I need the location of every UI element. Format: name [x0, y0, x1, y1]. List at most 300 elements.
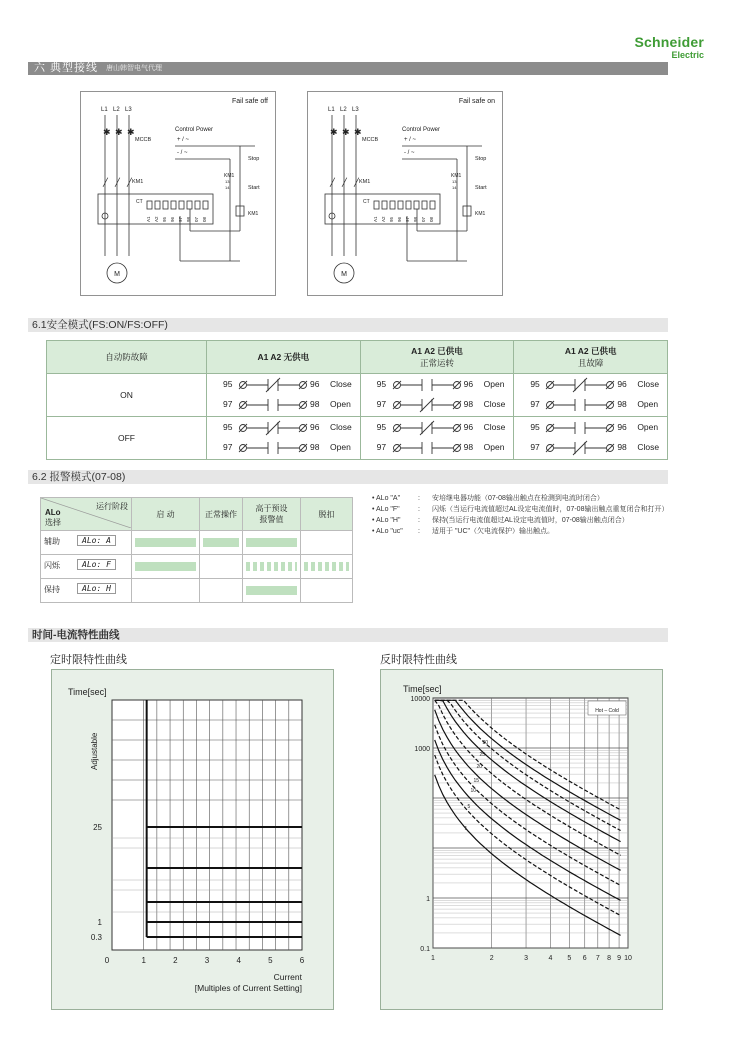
col-above-a: 高于预设 — [255, 504, 288, 513]
terminal-label: 98 — [413, 216, 418, 222]
terminal — [406, 201, 411, 209]
terminal-slash — [393, 401, 401, 409]
contact-line — [362, 375, 513, 395]
contact-line — [208, 395, 359, 415]
fail-safe-table — [46, 340, 668, 460]
terminal — [147, 201, 152, 209]
contact-state: Close — [637, 379, 660, 389]
alarm-state-cell — [243, 579, 301, 603]
terminal-slash — [239, 401, 247, 409]
alarm-state-cell — [132, 579, 200, 603]
corner-alo-label: ALo — [45, 508, 61, 517]
section-subtitle: 唐山韩智电气代理 — [106, 65, 162, 72]
brand-logo — [635, 35, 705, 60]
fs-row-off — [47, 417, 668, 460]
breaker-contact: ✱ — [354, 127, 362, 137]
terminal — [171, 201, 176, 209]
contact-line — [208, 438, 359, 458]
terminal-a: 95 — [530, 379, 540, 389]
terminal-a: 95 — [530, 422, 540, 432]
corner-select-label: 选择 — [45, 518, 61, 527]
contact-line — [208, 375, 359, 395]
contact-state: Open — [637, 422, 659, 432]
x-tick-label: 1 — [431, 955, 435, 962]
alarm-state-cell — [301, 579, 353, 603]
note-key: • ALo "A" — [372, 495, 401, 502]
alarm-state-cell — [301, 531, 353, 555]
section-header-bar — [28, 62, 668, 75]
definite-curve-title: 定时限特性曲线 — [50, 654, 127, 666]
terminal-slash — [239, 424, 247, 432]
contactor-contact: ╱ — [103, 178, 108, 187]
alarm-state-cell — [243, 555, 301, 579]
contact-state: Close — [330, 422, 352, 432]
terminal-slash — [453, 424, 461, 432]
note-colon: : — [418, 517, 420, 524]
terminal-a: 97 — [223, 399, 233, 409]
contactor-contact: ╱ — [342, 178, 347, 187]
curve-label: 1 — [464, 826, 468, 832]
col-normal: 正常操作 — [200, 498, 243, 531]
phase-label: L2 — [113, 107, 120, 113]
fs-section-bar — [28, 318, 668, 332]
contact-line — [362, 395, 513, 415]
curve-section-bar — [28, 628, 668, 642]
phase-label: L1 — [101, 107, 108, 113]
alarm-row-cell — [41, 579, 132, 603]
terminal-label: 95 — [389, 216, 394, 222]
contactor-contact: ╱ — [354, 178, 359, 187]
terminal-slash — [239, 444, 247, 452]
fs-header-powered-b: 正常运转 — [419, 358, 454, 368]
x-tick-label: 7 — [595, 955, 600, 962]
y-axis-label: Time[sec] — [403, 684, 442, 694]
terminal-label: A2 — [154, 216, 159, 222]
col-trip: 脱扣 — [301, 498, 353, 531]
breaker-contact: ✱ — [342, 127, 350, 137]
alarm-section-title: 6.2 报警模式(07-08) — [32, 471, 126, 483]
curve-label: 15 — [473, 778, 480, 784]
contact-symbol — [392, 377, 462, 393]
terminal-label: 95 — [162, 216, 167, 222]
brand-name: Schneider — [634, 34, 704, 50]
terminal-label: 97 — [405, 216, 410, 222]
terminal-slash — [606, 424, 614, 432]
terminal-slash — [299, 381, 307, 389]
terminal — [382, 201, 387, 209]
terminal-a: 95 — [223, 379, 233, 389]
x-axis-label-2: [Multiples of Current Setting] — [194, 983, 302, 993]
km1-coil-label: KM1 — [248, 211, 259, 217]
curve-label: 25 — [479, 752, 486, 758]
output-on-bar — [135, 538, 196, 547]
alarm-row-cell — [41, 531, 132, 555]
note-value: 闪烁（当运行电流值超过AL设定电流值时，07-08输出触点重复闭合和打开） — [432, 506, 669, 513]
fs-header-fault-b: 且故障 — [577, 358, 604, 368]
terminal-b: 98 — [463, 442, 474, 452]
x-tick-label: 5 — [567, 955, 572, 962]
start-label: Start — [475, 185, 487, 191]
terminal-slash — [546, 424, 554, 432]
plot-area — [433, 698, 628, 948]
x-tick-label: 3 — [204, 956, 210, 965]
fs-row-label: ON — [47, 374, 207, 417]
control-power-label: Control Power — [402, 127, 441, 133]
phase-label: L3 — [352, 107, 359, 113]
alarm-note — [372, 515, 668, 526]
note-key: • ALo "H" — [372, 517, 401, 524]
note-colon: : — [418, 495, 420, 502]
terminal-label: 07 — [194, 216, 199, 222]
fs-section-title: 6.1安全模式(FS:ON/FS:OFF) — [32, 319, 168, 331]
fs-header-fault-a: A1 A2 已供电 — [564, 346, 617, 356]
mccb-label: MCCB — [362, 137, 379, 143]
x-tick-label: 2 — [489, 955, 494, 962]
terminal-slash — [546, 381, 554, 389]
terminal-b: 98 — [617, 442, 627, 452]
note-value: 保持(当运行电流值超过AL设定电流值时，07-08输出触点闭合） — [432, 517, 629, 524]
stop-label: Stop — [475, 156, 487, 162]
contact-cell — [360, 417, 514, 460]
plot-area — [112, 700, 302, 950]
alarm-state-cell — [200, 531, 243, 555]
t14-label: 14 — [452, 185, 457, 190]
contact-line — [515, 395, 666, 415]
contact-line — [362, 438, 513, 458]
fs-row-label: OFF — [47, 417, 207, 460]
contact-state: Open — [330, 399, 351, 409]
km1-label: KM1 — [132, 179, 144, 185]
terminal-label: 97 — [178, 216, 183, 222]
note-colon: : — [418, 528, 420, 535]
note-value: 适用于 "UC"（欠电流保护）输出触点。 — [432, 528, 555, 535]
contact-symbol — [392, 440, 462, 456]
breaker-contact: ✱ — [330, 127, 338, 137]
terminal-b: 98 — [310, 442, 320, 452]
terminal — [414, 201, 419, 209]
curve-label: 20 — [476, 764, 483, 770]
breaker-contact: ✱ — [103, 127, 111, 137]
terminal-b: 96 — [617, 379, 627, 389]
breaker-contact: ✱ — [115, 127, 123, 137]
terminal-b: 98 — [310, 399, 320, 409]
polarity-label: + / ~ — [177, 137, 190, 143]
contact-symbol — [238, 440, 308, 456]
contact-line — [515, 438, 666, 458]
contact-state: Open — [483, 379, 505, 389]
contact-line — [362, 418, 513, 438]
y-tick-label: 25 — [93, 823, 102, 832]
km1-aux-label: KM1 — [451, 173, 462, 179]
inverse-time-chart — [380, 669, 663, 1010]
terminal-b: 96 — [463, 422, 474, 432]
output-on-bar — [246, 586, 297, 595]
curve-label: 10 — [470, 788, 477, 794]
contact-state: Open — [483, 442, 505, 452]
phase-label: L2 — [340, 107, 347, 113]
y-axis-label: Time[sec] — [68, 687, 107, 697]
alarm-state-cell — [200, 555, 243, 579]
alarm-corner — [41, 498, 132, 531]
ct-label: CT — [136, 199, 143, 205]
contact-cell — [207, 374, 361, 417]
terminal-b: 96 — [617, 422, 627, 432]
breaker-contact: ✱ — [127, 127, 135, 137]
alarm-row-aux — [41, 531, 353, 555]
terminal-label: 96 — [397, 216, 402, 222]
note-colon: : — [418, 506, 420, 513]
terminal-slash — [393, 424, 401, 432]
terminal-slash — [546, 444, 554, 452]
contact-symbol — [238, 397, 308, 413]
terminal-slash — [299, 401, 307, 409]
alarm-state-cell — [301, 555, 353, 579]
alarm-row-label: 保持 — [44, 585, 60, 594]
terminal-a: 97 — [530, 399, 540, 409]
alarm-row-label: 闪烁 — [44, 561, 60, 570]
output-on-bar — [135, 562, 196, 571]
terminal-a: 97 — [223, 442, 233, 452]
terminal-slash — [546, 401, 554, 409]
t13-label: 13 — [452, 179, 457, 184]
brand-sub: Electric — [671, 50, 704, 60]
alarm-table — [40, 497, 353, 603]
terminal-slash — [453, 444, 461, 452]
contact-state: Close — [637, 442, 660, 452]
y-tick-label: 1 — [426, 896, 430, 903]
alarm-row-cell — [41, 555, 132, 579]
y-tick-label: 1000 — [414, 746, 430, 753]
alarm-state-cell — [243, 531, 301, 555]
contactor-contact: ╱ — [115, 178, 120, 187]
curve-label: 5 — [467, 804, 471, 810]
col-above-b: 报警值 — [259, 515, 284, 524]
wiring-frame — [81, 92, 276, 296]
wiring-diagram-fail-safe-on — [307, 91, 503, 296]
wiring-svg — [307, 91, 503, 296]
contact-symbol — [392, 420, 462, 436]
terminal-slash — [606, 381, 614, 389]
x-tick-label: 0 — [104, 956, 110, 965]
fs-header-powered-a: A1 A2 已供电 — [411, 346, 463, 356]
terminal — [398, 201, 403, 209]
terminal — [155, 201, 160, 209]
terminal — [422, 201, 427, 209]
terminal-label: 98 — [186, 216, 191, 222]
contact-line — [515, 375, 666, 395]
contact-symbol — [392, 397, 462, 413]
alarm-notes — [372, 493, 668, 537]
alarm-note — [372, 493, 668, 504]
alarm-row-label: 辅助 — [44, 537, 60, 546]
y-tick-label: 0.3 — [90, 933, 102, 942]
x-tick-label: 4 — [236, 956, 241, 965]
t14-label: 14 — [225, 185, 230, 190]
terminal — [430, 201, 435, 209]
terminal-b: 98 — [617, 399, 627, 409]
fail-safe-label: Fail safe off — [231, 98, 268, 105]
x-tick-label: 4 — [548, 955, 553, 962]
km1-label: KM1 — [359, 179, 371, 185]
alarm-state-cell — [132, 531, 200, 555]
contact-symbol — [238, 420, 308, 436]
terminal-label: A1 — [146, 216, 151, 222]
alarm-code-display: ALo: A — [77, 535, 116, 546]
terminal-label: 96 — [170, 216, 175, 222]
curve-section-title: 时间-电流特性曲线 — [32, 629, 120, 641]
terminal-label: 08 — [429, 216, 434, 222]
fs-row-on — [47, 374, 668, 417]
terminal — [187, 201, 192, 209]
curve-label: 30 — [482, 740, 489, 746]
contact-cell — [514, 417, 668, 460]
alarm-note — [372, 504, 668, 515]
x-tick-label: 6 — [582, 955, 587, 962]
inverse-curve-title: 反时限特性曲线 — [380, 654, 457, 666]
contact-symbol — [545, 397, 615, 413]
terminal-a: 95 — [223, 422, 233, 432]
contact-symbol — [238, 377, 308, 393]
terminal — [179, 201, 184, 209]
terminal — [195, 201, 200, 209]
output-flash-bar — [246, 562, 297, 571]
fs-header-powered — [360, 341, 514, 374]
terminal-b: 96 — [310, 379, 320, 389]
col-start: 启 动 — [132, 498, 200, 531]
definite-time-chart — [51, 669, 334, 1010]
terminal-slash — [606, 444, 614, 452]
contact-line — [515, 418, 666, 438]
output-flash-bar — [304, 562, 349, 571]
contact-state: Open — [330, 442, 351, 452]
contact-line — [208, 418, 359, 438]
start-label: Start — [248, 185, 260, 191]
ct-label: CT — [363, 199, 370, 205]
negative-label: - / ~ — [404, 150, 415, 156]
motor-label: M — [341, 271, 347, 278]
t13-label: 13 — [225, 179, 230, 184]
terminal-a: 97 — [376, 442, 387, 452]
contact-cell — [360, 374, 514, 417]
alarm-state-cell — [200, 579, 243, 603]
terminal-slash — [393, 381, 401, 389]
contact-cell — [514, 374, 668, 417]
wiring-frame — [308, 92, 503, 296]
contact-symbol — [545, 420, 615, 436]
terminal-slash — [453, 381, 461, 389]
phase-label: L1 — [328, 107, 335, 113]
mccb-label: MCCB — [135, 137, 152, 143]
motor-label: M — [114, 271, 120, 278]
alarm-row-hold — [41, 579, 353, 603]
contact-state: Close — [483, 422, 506, 432]
output-on-bar — [246, 538, 297, 547]
alarm-state-cell — [132, 555, 200, 579]
terminal-a: 97 — [530, 442, 540, 452]
output-on-bar — [203, 538, 239, 547]
x-axis-label: Current — [273, 972, 302, 982]
definite-chart-svg — [52, 670, 333, 1009]
alarm-code-display: ALo: H — [77, 583, 116, 594]
terminal-slash — [299, 424, 307, 432]
contactor-contact: ╱ — [330, 178, 335, 187]
negative-label: - / ~ — [177, 150, 188, 156]
alarm-section-bar — [28, 470, 668, 484]
contact-state: Close — [483, 399, 506, 409]
terminal — [203, 201, 208, 209]
terminal-b: 96 — [463, 379, 474, 389]
fs-header-fault — [514, 341, 668, 374]
terminal-slash — [606, 401, 614, 409]
terminal-label: 07 — [421, 216, 426, 222]
terminal — [163, 201, 168, 209]
y-tick-label: 0.1 — [420, 946, 430, 953]
terminal-slash — [453, 401, 461, 409]
y-tick-label: 1 — [97, 918, 102, 927]
y-note-label: Adjustable — [90, 732, 99, 770]
contact-state: Open — [637, 399, 659, 409]
terminal-label: 08 — [202, 216, 207, 222]
note-key: • ALo "F" — [372, 506, 400, 513]
terminal-slash — [239, 381, 247, 389]
wiring-svg — [80, 91, 276, 296]
terminal-slash — [393, 444, 401, 452]
contact-state: Close — [330, 379, 352, 389]
alarm-row-flash — [41, 555, 353, 579]
terminal-slash — [299, 444, 307, 452]
terminal-a: 95 — [376, 422, 387, 432]
fs-header-auto: 自动防故障 — [47, 341, 207, 374]
terminal-label: A2 — [381, 216, 386, 222]
polarity-label: + / ~ — [404, 137, 417, 143]
note-value: 安培继电器功能（07-08输出触点在检测到电流时闭合） — [432, 495, 604, 502]
contact-symbol — [545, 440, 615, 456]
wiring-diagram-fail-safe-off — [80, 91, 276, 296]
terminal-b: 98 — [463, 399, 474, 409]
alarm-code-display: ALo: F — [77, 559, 116, 570]
terminal — [390, 201, 395, 209]
km1-aux-label: KM1 — [224, 173, 235, 179]
x-tick-label: 3 — [524, 955, 528, 962]
x-tick-label: 10 — [624, 955, 632, 962]
legend-text: Hot – Cold — [595, 708, 619, 714]
km1-coil-label: KM1 — [475, 211, 486, 217]
terminal-b: 96 — [310, 422, 320, 432]
contact-symbol — [545, 377, 615, 393]
section-title: 六 典型接线 — [34, 62, 99, 74]
stop-label: Stop — [248, 156, 260, 162]
control-power-label: Control Power — [175, 127, 214, 133]
note-key: • ALo "uc" — [372, 528, 403, 535]
corner-top-label: 运行阶段 — [96, 502, 128, 511]
terminal-a: 97 — [376, 399, 387, 409]
x-tick-label: 6 — [299, 956, 305, 965]
fail-safe-label: Fail safe on — [458, 98, 495, 105]
terminal-a: 95 — [376, 379, 387, 389]
terminal — [374, 201, 379, 209]
col-above — [243, 498, 301, 531]
alarm-note — [372, 526, 668, 537]
terminal-label: A1 — [373, 216, 378, 222]
fs-header-no-power: A1 A2 无供电 — [207, 341, 361, 374]
inverse-chart-svg — [381, 670, 662, 1009]
contactor-contact: ╱ — [127, 178, 132, 187]
y-tick-label: 10000 — [410, 696, 430, 703]
x-tick-label: 8 — [607, 955, 612, 962]
x-tick-label: 1 — [141, 956, 146, 965]
phase-label: L3 — [125, 107, 132, 113]
contact-cell — [207, 417, 361, 460]
